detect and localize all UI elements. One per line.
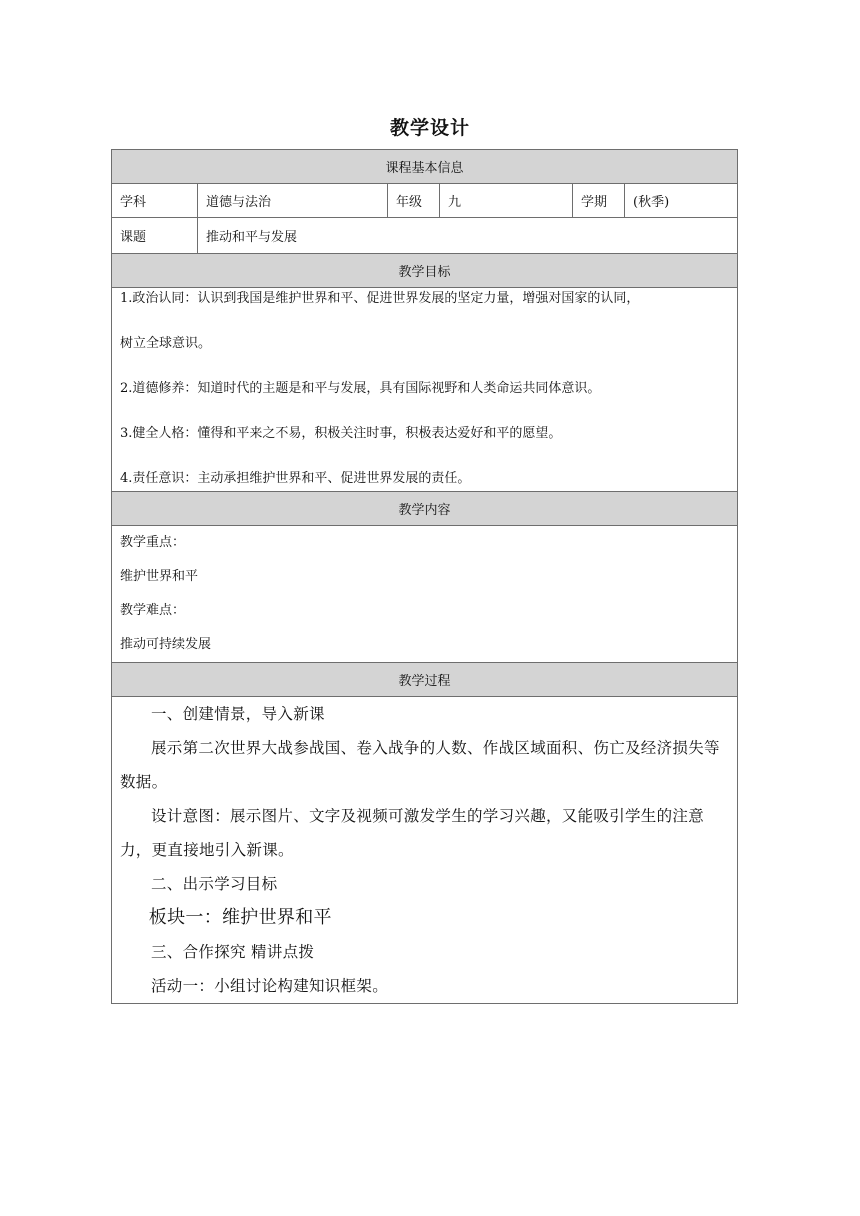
grade-label: 年级 [388, 184, 440, 218]
process-line: 三、合作探究 精讲点拨 [151, 942, 315, 961]
subject-label: 学科 [112, 184, 198, 218]
process-line: 活动一：小组讨论构建知识框架。 [151, 976, 389, 995]
goal-line: 4.责任意识：主动承担维护世界和平、促进世界发展的责任。 [120, 471, 471, 486]
goal-line: 2.道德修养：知道时代的主题是和平与发展，具有国际视野和人类命运共同体意识。 [120, 381, 601, 396]
grade-value: 九 [440, 184, 573, 218]
content-header: 教学内容 [112, 491, 738, 525]
process-line: 一、创建情景，导入新课 [151, 704, 325, 723]
goals-cell [112, 288, 738, 492]
goal-line: 1.政治认同：认识到我国是维护世界和平、促进世界发展的坚定力量，增强对国家的认同， [120, 291, 640, 306]
process-line: 设计意图：展示图片、文字及视频可激发学生的学习兴趣，又能吸引学生的注意力，更直接地引入新课。 [120, 806, 705, 859]
content-cell [112, 525, 738, 662]
basic-info-header: 课程基本信息 [112, 150, 738, 184]
process-line: 二、出示学习目标 [151, 874, 278, 893]
goal-line: 树立全球意识。 [120, 336, 212, 351]
process-section-title: 板块一：维护世界和平 [148, 906, 332, 928]
lesson-plan-table [111, 149, 738, 1004]
topic-value: 推动和平与发展 [198, 218, 738, 254]
subject-value: 道德与法治 [198, 184, 388, 218]
document-title: 教学设计 [389, 117, 470, 139]
difficulty-label: 教学难点： [120, 602, 186, 618]
term-label: 学期 [573, 184, 625, 218]
key-point-label: 教学重点： [120, 534, 186, 550]
process-line: 展示第二次世界大战参战国、卷入战争的人数、作战区域面积、伤亡及经济损失等数据。 [120, 738, 720, 791]
process-header: 教学过程 [112, 662, 738, 696]
goal-line: 3.健全人格：懂得和平来之不易，积极关注时事，积极表达爱好和平的愿望。 [120, 426, 562, 441]
key-point-value: 维护世界和平 [120, 568, 199, 584]
process-cell [112, 696, 738, 1003]
topic-label: 课题 [112, 218, 198, 254]
term-value: (秋季) [625, 184, 738, 218]
goals-header: 教学目标 [112, 254, 738, 288]
difficulty-value: 推动可持续发展 [120, 636, 212, 652]
